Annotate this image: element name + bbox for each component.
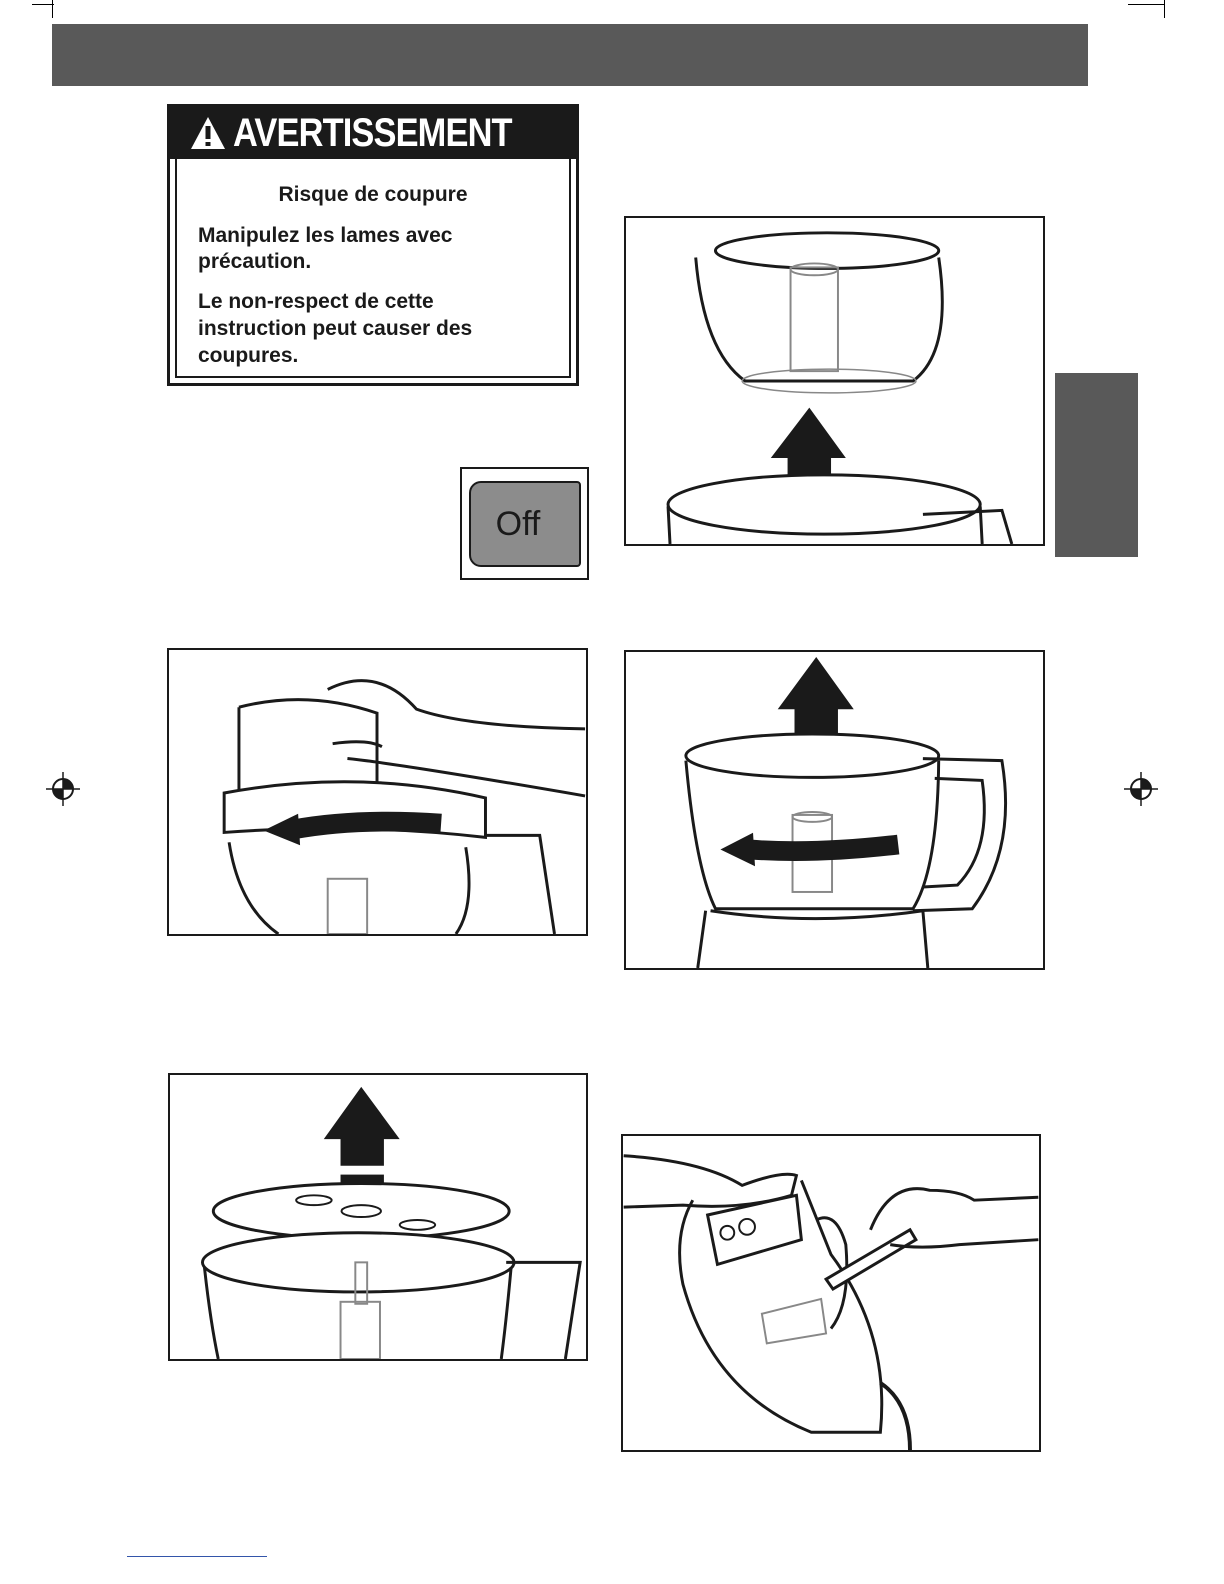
warning-line-2c: coupures.	[198, 344, 299, 367]
crop-mark-top-left-h	[32, 4, 54, 5]
warning-line-2b: instruction peut causer des	[198, 317, 473, 340]
crop-mark-top-right-h	[1128, 4, 1164, 5]
warning-triangle-icon	[189, 115, 227, 151]
disc-removal-drawing	[170, 1075, 586, 1359]
crop-mark-top-left	[52, 0, 53, 18]
warning-box	[167, 104, 579, 386]
arrow-left-icon	[264, 814, 442, 846]
registration-mark-icon	[1124, 772, 1158, 806]
base-cleaning-drawing	[623, 1136, 1039, 1450]
header-band	[52, 24, 1088, 86]
lid-rotation-drawing	[169, 650, 586, 934]
warning-line-1a: Manipulez les lames avec	[198, 224, 453, 247]
figure-lid-removal	[624, 650, 1045, 970]
arrow-left-icon	[720, 833, 898, 867]
off-button-illustration	[460, 467, 589, 580]
warning-header	[170, 107, 576, 159]
off-button-label: Off	[495, 504, 541, 543]
warning-line-2a: Le non-respect de cette	[198, 290, 434, 313]
warning-line-1b: précaution.	[198, 250, 312, 273]
figure-base-cleaning	[621, 1134, 1041, 1452]
figure-bowl-removal	[624, 216, 1045, 546]
lid-removal-drawing	[626, 652, 1043, 968]
off-button	[469, 481, 581, 567]
warning-title: AVERTISSEMENT	[232, 110, 512, 155]
footer-rule	[127, 1556, 267, 1557]
crop-mark-top-right	[1164, 0, 1165, 18]
arrow-up-icon	[324, 1087, 400, 1189]
bowl-removal-drawing	[626, 218, 1043, 544]
side-tab	[1055, 373, 1138, 557]
registration-mark-icon	[46, 772, 80, 806]
warning-risk: Risque de coupure	[278, 183, 468, 206]
figure-disc-removal	[168, 1073, 588, 1361]
figure-lid-rotation	[167, 648, 588, 936]
